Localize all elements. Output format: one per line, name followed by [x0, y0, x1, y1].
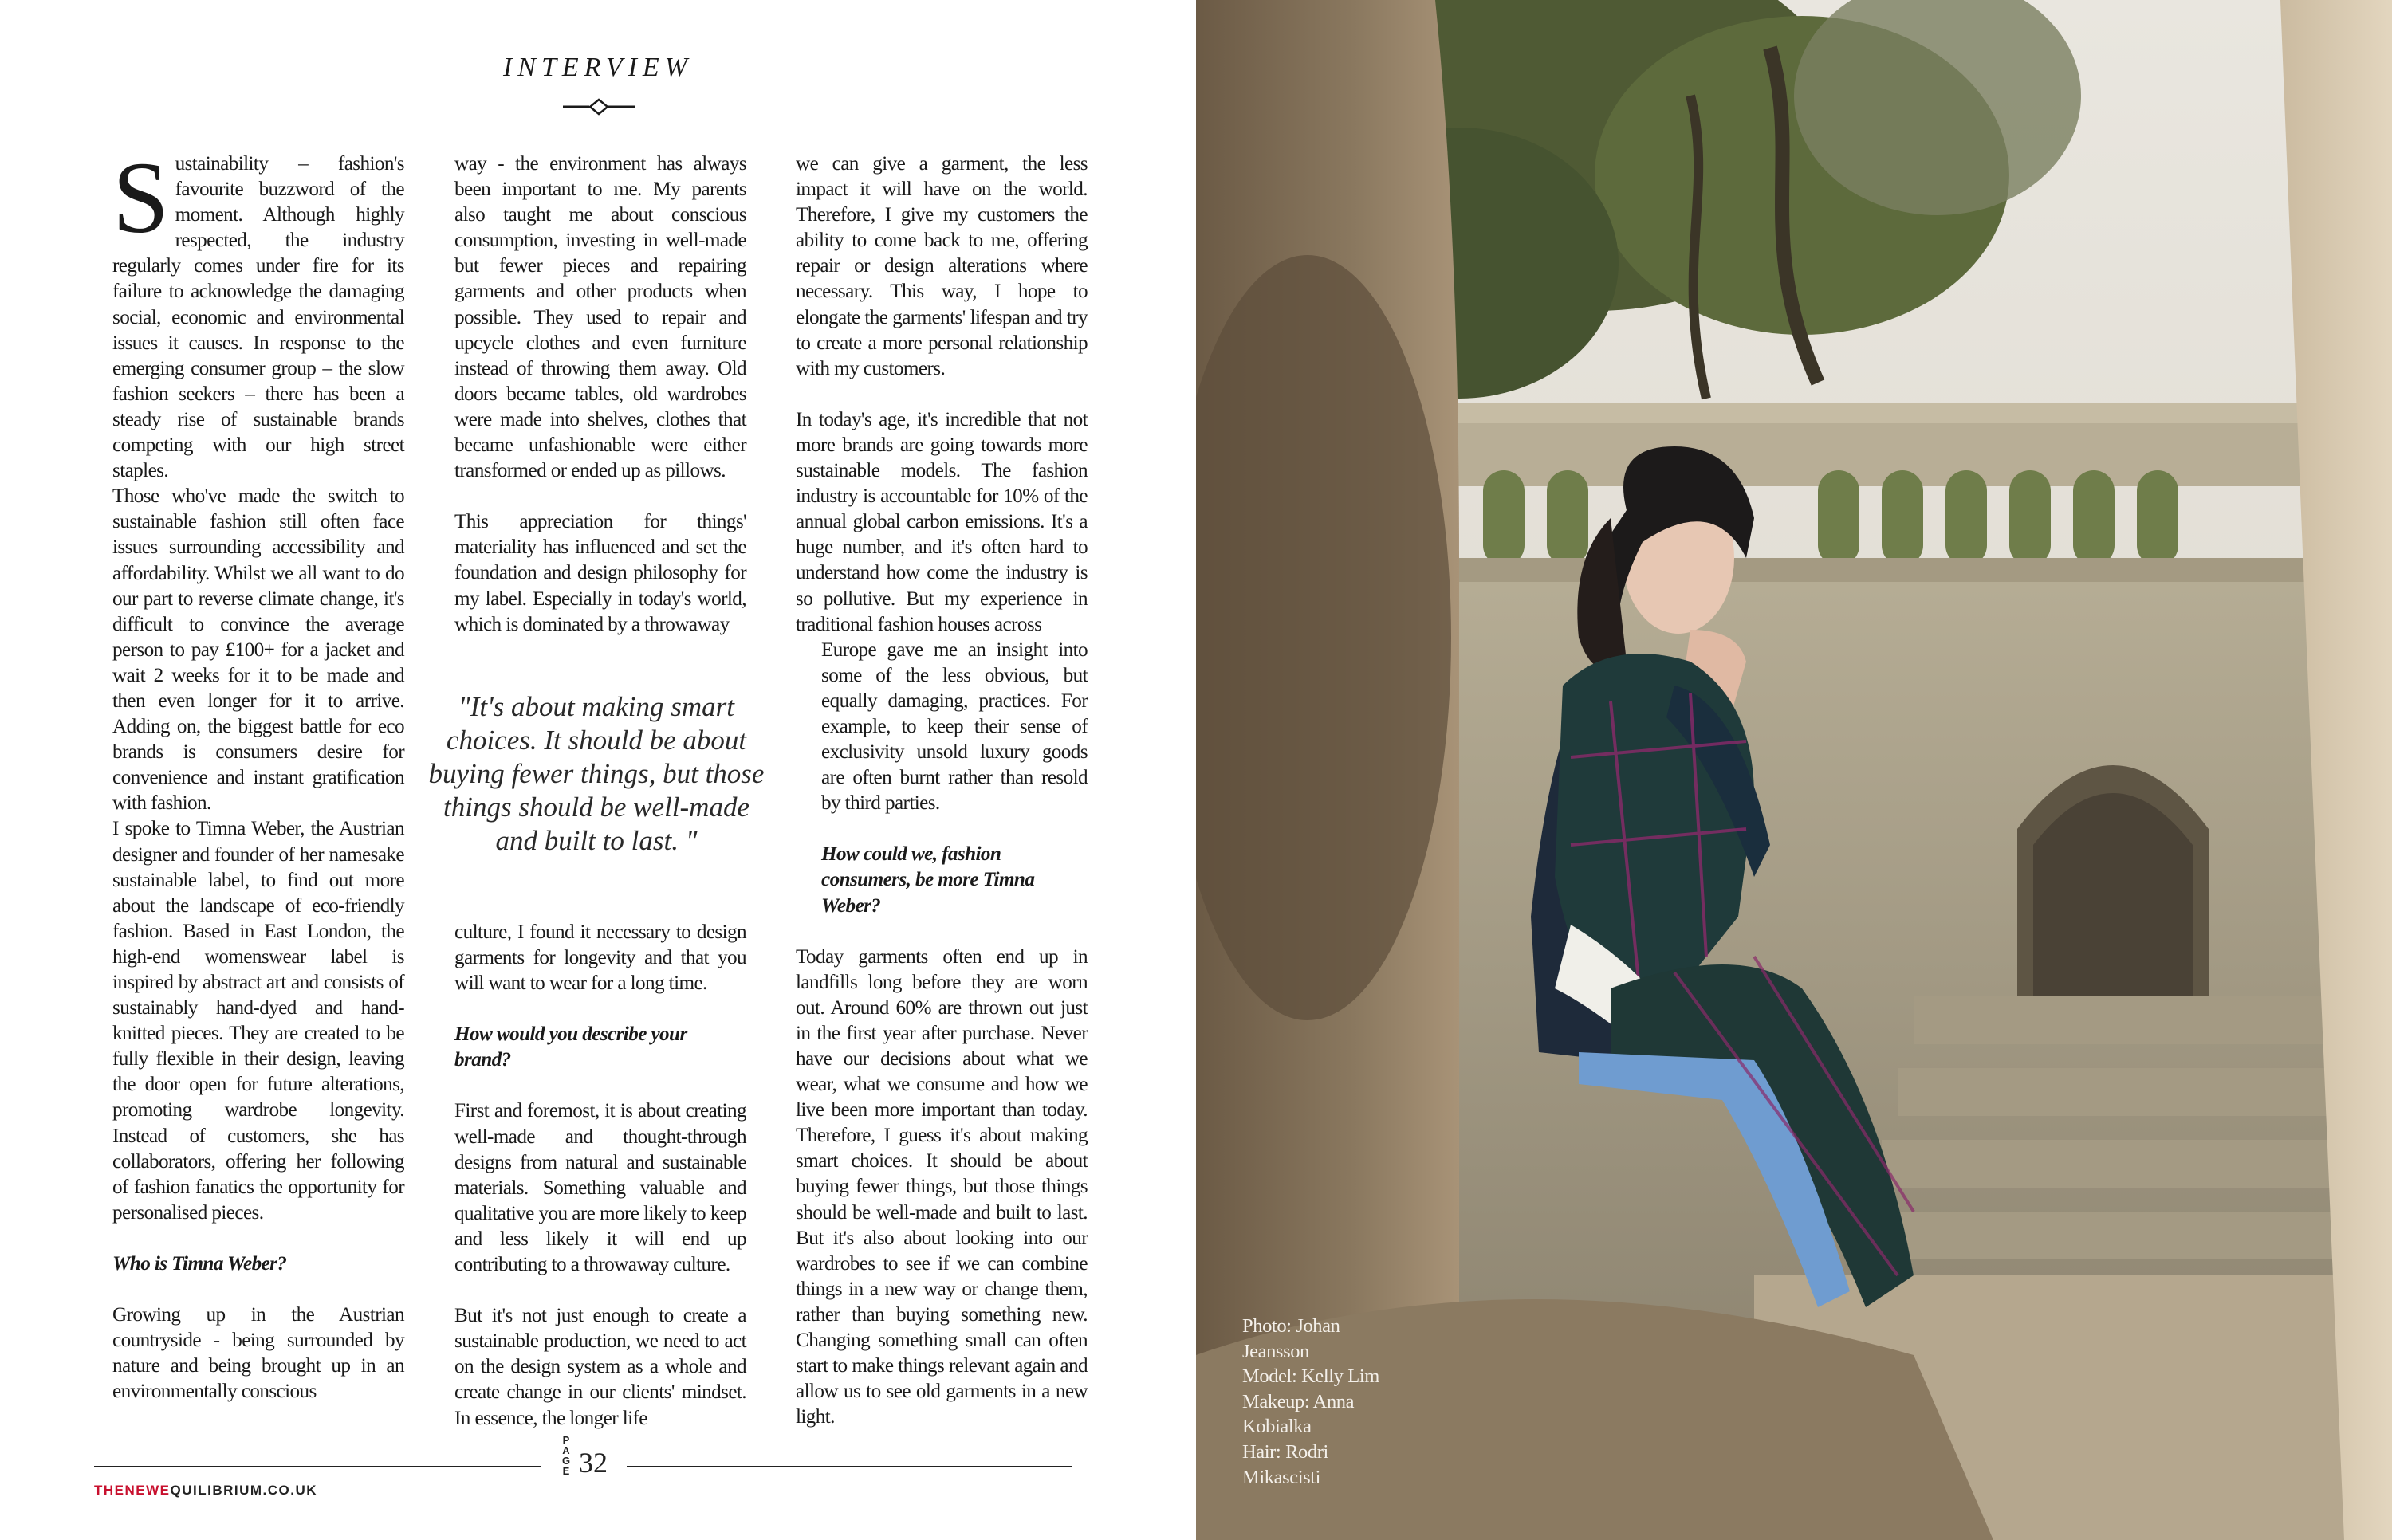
drop-cap: S [112, 141, 169, 254]
section-title: INTERVIEW [502, 53, 693, 82]
paragraph: I spoke to Timna Weber, the Austrian designer and founder of her namesake sustainable label, to find out more about the landscape of eco-friendly fashion. Based in East London, the high-end womenswear label is inspired by abstract art and consists of sustainably hand-dyed and hand-knitted pieces. They are created to be fully flexible in their design, leaving the door open for future alterations, promoting wardrobe longevity. Instead of customers, she has collaborators, offering her following of fashion fanatics the opportunity for personalised pieces. [112, 818, 404, 1224]
paragraph: This appreciation for things' materiality has influenced and set the foundation and design philosophy for my label. Especially in today's world, which is dominated by a throwaway [454, 511, 746, 635]
intro-paragraph: Sustainability – fashion's favourite buzzword of the moment. Although highly respected, the industry regularly comes under fire for its failure to acknowledge the damaging social, economic and environmental issues it causes. In response to the emerging consumer group – the slow fashion seekers – there has been a steady rise of sustainable brands competing with our high street staples. [112, 141, 404, 482]
paragraph: Europe gave me an insight into some of the less obvious, but equally damaging, practices. For example, to keep their sense of exclusivity unsold luxury goods are often burnt rather than resold by third parties. [821, 638, 1088, 815]
paragraph: we can give a garment, the less impact it will have on the world. Therefore, I give my customers the ability to come back to me, offering repair or design alterations where necessary. This way, I hope to elongate the garments' lifespan and try to create a more personal relationship with my customers. [796, 153, 1088, 379]
article-column-1 [112, 141, 404, 1404]
fashion-photo [1196, 0, 2392, 1540]
article-column-3 [796, 151, 1088, 1430]
diamond-ornament-icon [563, 97, 635, 116]
footer-rule [94, 1466, 541, 1467]
paragraph: But it's not just enough to create a sustainable production, we need to act on the design system as a whole and create change in our clients' mindset. In essence, the longer life [454, 1305, 746, 1429]
photo-credits: Photo: Johan Jeansson Model: Kelly Lim Makeup: Anna Kobialka Hair: Rodri Mikascisti [1242, 1315, 1379, 1488]
pull-quote: "It's about making smart choices. It should be about buying fewer things, but those things should be well-made and built to last. " [428, 691, 765, 856]
interview-question: How could we, fashion consumers, be more Timna Weber? [821, 843, 1035, 917]
footer-rule [627, 1466, 1072, 1467]
website-url[interactable]: THENEWEQUILIBRIUM.CO.UK [94, 1483, 318, 1498]
interview-question: How would you describe your brand? [454, 1023, 687, 1071]
interview-question: Who is Timna Weber? [112, 1252, 287, 1275]
article-column-2-bottom [454, 920, 746, 1432]
page-number: 32 [579, 1447, 608, 1479]
paragraph: In today's age, it's incredible that not more brands are going towards more sustainable models. The fashion industry is accountable for 10% of the annual global carbon emissions. It's a huge number, and it's often hard to understand how come the industry is so pollutive. But my experience in traditional fashion houses across [796, 408, 1088, 635]
paragraph: culture, I found it necessary to design garments for longevity and that you will want to wear for a long time. [454, 921, 746, 995]
paragraph: Growing up in the Austrian countryside - being surrounded by nature and being brought up in an environmentally conscious [112, 1304, 404, 1403]
paragraph: way - the environment has always been important to me. My parents also taught me about conscious consumption, investing in well-made but fewer pieces and repairing garments and other products when possible. They used to repair and upcycle clothes and even furniture instead of throwing them away. Old doors became tables, old wardrobes were made into shelves, clothes that became unfashionable were either transformed or ended up as pillows. [454, 153, 746, 482]
page-label: P A G E [561, 1434, 571, 1477]
paragraph: Those who've made the switch to sustainable fashion still often face issues surrounding accessibility and affordability. Whilst we all want to do our part to reverse climate change, it's difficult to convince the average person to pay £100+ for a jacket and wait 2 weeks for it to be made and then even longer for it to arrive. Adding on, the biggest battle for eco brands is consumers desire for convenience and instant gratification with fashion. [112, 485, 404, 815]
article-column-2-top [454, 151, 746, 638]
paragraph: Today garments often end up in landfills long before they are worn out. Around 60% are thrown out just in the first year after purchase. Never have our decisions about what we wear, what we consume and how we live been more important than today. Therefore, I guess it's about making smart choices. It should be about buying fewer things, but those things should be well-made and built to last. But it's also about looking into our wardrobes to see if we can combine things in a new way or change them, rather than buying something new. Changing something small can often start to make things relevant again and allow us to see old garments in a new light. [796, 945, 1088, 1428]
paragraph: First and foremost, it is about creating well-made and thought-through designs from natural and sustainable materials. Something valuable and qualitative you are more likely to keep and less likely it will end up contributing to a throwaway culture. [454, 1100, 746, 1276]
